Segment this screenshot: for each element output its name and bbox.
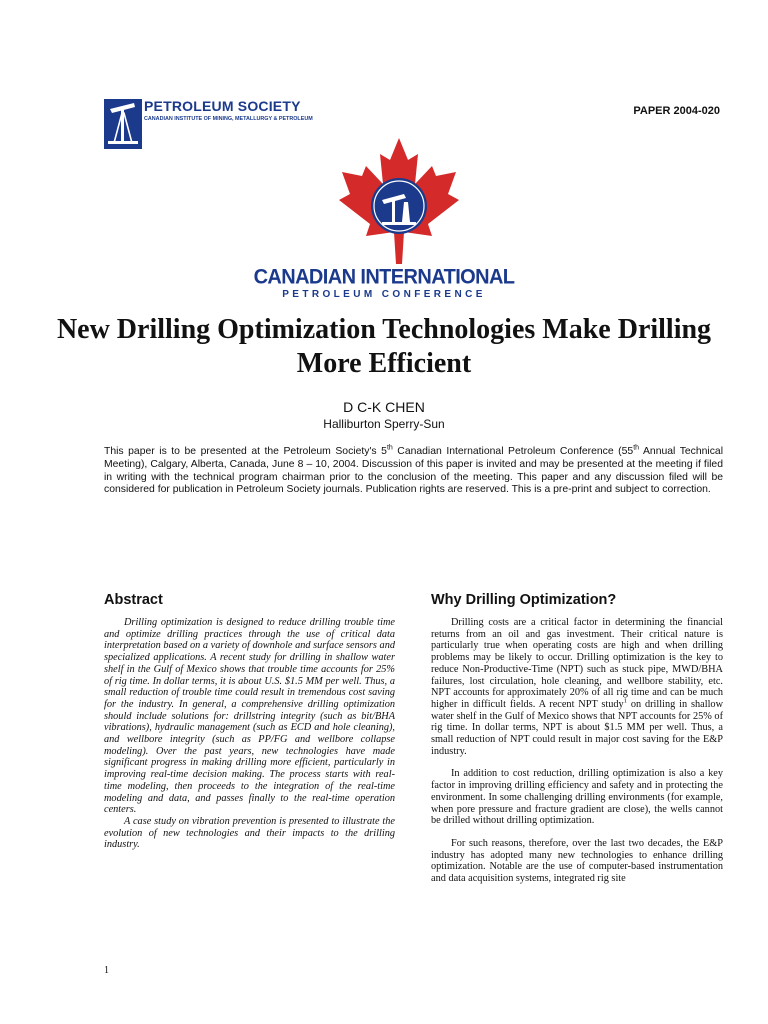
why-paragraph-2: In addition to cost reduction, drilling optimization is also a key factor in improving drilling efficiency and safety and in protecting the environment. In some challenging drilling environments (for example, when pore pressure and fracture gradient are close), the wells cannot be drilled without drilling optimization. (431, 768, 723, 827)
society-subtitle: CANADIAN INSTITUTE OF MINING, METALLURGY & PETROLEUM (144, 116, 313, 122)
paper-number: PAPER 2004-020 (633, 105, 720, 117)
why-heading: Why Drilling Optimization? (431, 592, 617, 608)
conference-subtitle: PETROLEUM CONFERENCE (282, 289, 486, 300)
why-paragraph-1 (431, 617, 723, 757)
conference-name: CANADIAN INTERNATIONAL (253, 265, 515, 289)
author-name: D C-K CHEN (343, 399, 425, 415)
abstract-column (104, 592, 395, 851)
notice-sup-2: th (633, 444, 640, 452)
abstract-heading: Abstract (104, 592, 163, 608)
author-affiliation: Halliburton Sperry-Sun (323, 417, 445, 431)
petroleum-society-logo-icon (104, 99, 142, 149)
notice-text-3: Annual Technical Meeting), Calgary, Alberta, Canada, June 8 – 10, 2004. Discussion of this paper is invited and may be presented at the meeting if filed in writing with the technical program chairman prior to the conclusion of the meeting. This paper and any discussion filed will be considered for publication in Petroleum Society journals. Publication rights are reserved. This is a pre-print and subject to correction. (104, 446, 724, 496)
society-name: PETROLEUM SOCIETY (144, 98, 301, 114)
why-column (431, 592, 723, 896)
paper-title: New Drilling Optimization Technologies Make Drilling More Efficient (56, 314, 712, 379)
maple-leaf-logo-icon (338, 136, 460, 266)
presentation-notice (104, 446, 723, 497)
notice-sup-1: th (386, 444, 393, 452)
why-p1-text-b: on drilling in shallow water shelf in the Gulf of Mexico shows that NPT accounts for 25% of rig time. In dollar terms, NPT is about $1.5 MM per well. Thus, a small reduction of NPT could result in major cost saving for the E&P industry. (431, 698, 724, 757)
page-number: 1 (104, 965, 109, 976)
notice-text-2: Canadian International Petroleum Conference (55 (392, 446, 634, 457)
abstract-paragraph-1: Drilling optimization is designed to reduce drilling trouble time and optimize drilling practices through the use of critical data interpretation based on a variety of downhole and surface sensors and specialized applications. A recent study for drilling in shallow water shelf in the Gulf of Mexico shows that trouble time accounts for 25% of rig time. In dollar terms, it is about U.S. $1.5 MM per well. Thus, a small reduction of trouble time could result in tremendous cost saving for the industry. In general, a comprehensive drilling optimization should include solutions for: drillstring integrity (such as bit/BHA vibrations), hydraulic management (such as ECD and hole cleaning), and wellbore integrity (such as PP/FG and wellbore collapse modeling). Over the past years, new technologies have made significant progress in making drilling more efficient, particularly in improving real-time decision making. The process starts with real-time modeling, then proceeds to the integration of the real-time modeling and data, and passes finally to the real-time operation centers. (104, 617, 395, 816)
citation-sup: 1 (623, 697, 627, 705)
abstract-paragraph-2: A case study on vibration prevention is presented to illustrate the evolution of new technologies and their impacts to the drilling industry. (104, 815, 395, 851)
notice-text-1: This paper is to be presented at the Petroleum Society's 5 (104, 446, 387, 457)
why-paragraph-3: For such reasons, therefore, over the last two decades, the E&P industry has adopted many new technologies to enhance drilling optimization. Notable are the use of computer-based instrumentation and data acquisition systems, integrated rig site (431, 837, 723, 885)
why-p1-text-a: Drilling costs are a critical factor in determining the financial returns from an oil and gas investment. Their critical nature is particularly true when operating costs are high and when drilling problems may be likely to occur. Drilling optimization is the key to reduce Non-Productive-Time (NPT) such as stuck pipe, MWD/BHA failures, lost circulation, hole cleaning, and wellbore stability, etc. NPT accounts for approximately 20% of all rig time and can be much higher in difficult fields. A recent NPT study (431, 617, 723, 710)
